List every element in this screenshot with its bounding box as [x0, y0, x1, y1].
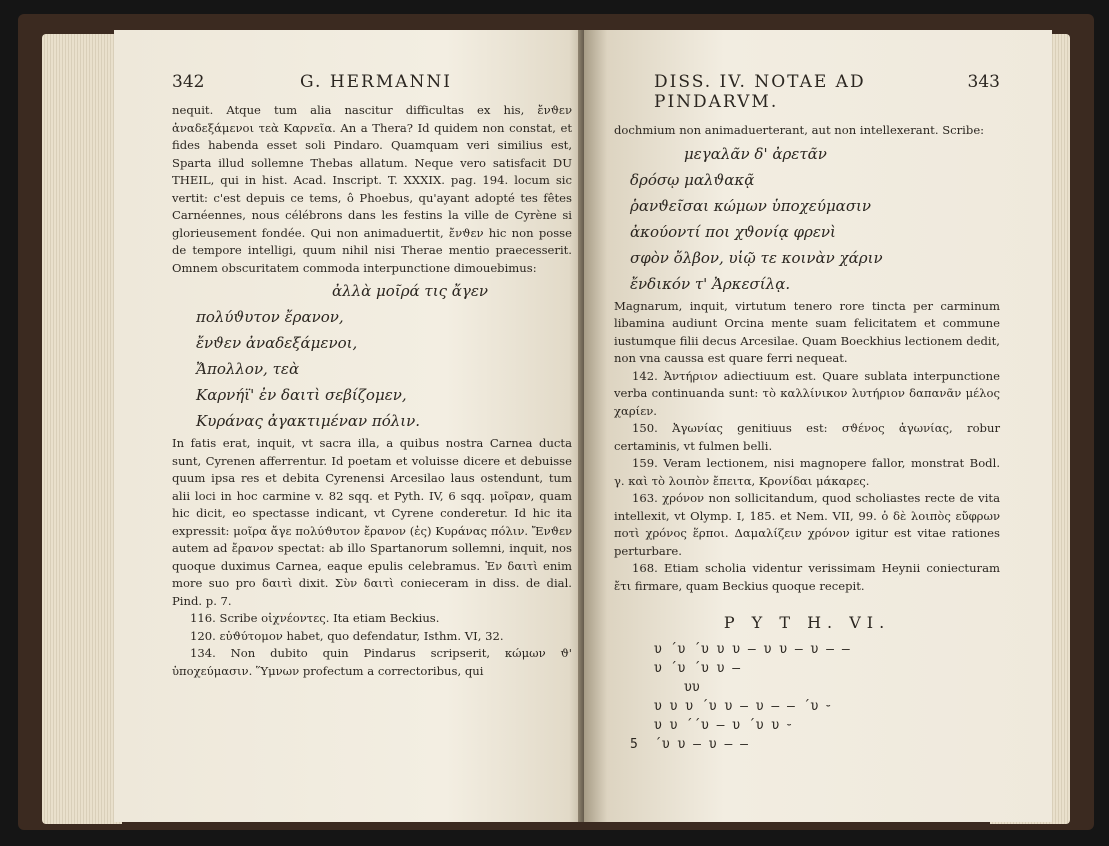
note: 168. Etiam scholia videntur verissimam Heynii coniecturam ἔτι firmare, quam Beckius quoque recepit.	[614, 561, 1000, 593]
right-page	[584, 30, 1052, 822]
section-heading: P Y T H. VI.	[723, 613, 891, 632]
left-running-head	[172, 72, 572, 92]
right-running-head	[614, 72, 1000, 112]
note: 120. εὐϑύτομον habet, quo defendatur, Isthm. VI, 32.	[190, 628, 504, 643]
right-running-title: DISS. IV. NOTAE AD PINDARVM.	[654, 72, 866, 112]
right-verse-block-1	[614, 142, 1000, 166]
right-verse-block-2	[614, 168, 1000, 296]
verse-line: μεγαλᾶν δ' ἀρετᾶν	[684, 144, 827, 163]
metre-scheme	[614, 640, 1000, 754]
left-paragraph: nequit. Atque tum alia nascitur difficultas ex his, ἔνϑεν ἀναδεξάμενοι τεὰ Καρνεῖα. An a Thera? Id quidem non constat, et fides habenda esset soli Pindaro. Quamquam veri similius est, Sparta illud sollemne Thebas allatum. Neque vero satisfacit DU THEIL, qui in hist. Acad. Inscript. T. XXXIX. pag. 194. locum sic vertit: c'est depuis ce tems, ô Phoebus, qu'ayant adopté tes fêtes Carnéennes, nous célébrons dans les festins la ville de Cyrène si glorieusement fondée. Qui non animaduertit, ἔνϑεν hic non posse de tempore intelligi, quum nihil nisi Therae mentio praecesserit. Omnem obscuritatem commoda interpunctione dimouebimus:	[172, 103, 572, 275]
verse-line: Κυράνας ἀγακτιμέναν πόλιν.	[196, 412, 421, 430]
metre-line: υ ́ υ ́ υ υ υ – υ υ – υ – –	[654, 642, 850, 657]
verse-line: ἔνϑεν ἀναδεξάμενοι,	[196, 334, 358, 352]
left-page	[114, 30, 588, 822]
left-page-number: 342	[172, 72, 205, 92]
note: 150. Ἀγωνίας genitiuus est: σϑένος ἀγωνίας, robur certaminis, vt fulmen belli.	[614, 421, 1000, 453]
metre-line: υυ	[684, 680, 700, 695]
left-running-title: G. HERMANNI	[300, 72, 452, 92]
note: 163. χρόνον non sollicitandum, quod scholiastes recte de vita intellexit, vt Olymp. I, 185. et Nem. VII, 99. ὁ δὲ λοιπὸς εὔφρων ποτὶ χρόνος ἕρποι. Δαμαλίζειν χρόνον igitur est vitae rationes perturbare.	[614, 491, 1000, 558]
right-intro: dochmium non animaduerterant, aut non intellexerant. Scribe:	[614, 123, 985, 137]
note: 142. Ἀντήριον adiectiuum est. Quare sublata interpunctione verba continuanda sunt: τὸ καλλίνικον λυτήριον δαπανᾶν μέλος χαρίεν.	[614, 368, 1000, 418]
metre-line-number: 5	[630, 737, 638, 752]
verse-line: σφὸν ὄλβον, υἱῷ τε κοινὰν χάριν	[630, 248, 883, 267]
verse-line: ἀλλὰ μοῖρά τις ἄγεν	[332, 282, 489, 300]
note: 134. Non dubito quin Pindarus scripserit, κώμων ϑ' ὑποχεύμασιν. Ὕμνων profectum a correctoribus, qui	[172, 646, 572, 678]
left-verse-block-2	[172, 305, 572, 433]
metre-line: υ ́ υ ́ υ υ –	[654, 661, 741, 676]
verse-line: Ἄπολλον, τεὰ	[196, 360, 300, 378]
metre-line-numbered	[630, 735, 1000, 754]
verse-line: ἔνδικόν τ' Ἀρκεσίλᾳ.	[630, 274, 791, 293]
left-commentary: In fatis erat, inquit, vt sacra illa, a quibus nostra Carnea ducta sunt, Cyrenen afferrentur. Id poetam et voluisse dicere et debuisse quum ipsa res et debita Cyrenensi Arcesilao laus ostendunt, tum alii loci in hoc carmine v. 82 sqq. et Pyth. IV, 6 sqq. μοῖραν, quam hic dicit, eo spectasse indicant, vt Cyrene conderetur. Id hic ita expressit: μοῖρα ἄγε πολύϑυτον ἔρανον (ἐς) Κυράνας πόλιν. Ἔνϑεν autem ad ἔρανον spectat: ab illo Spartanorum sollemni, inquit, nos quoque duximus Carnea, eaque epulis celebramus. Ἐν δαιτὶ enim more suo pro δαιτὶ dixit. Σὺν δαιτὶ conieceram in diss. de dial. Pind. p. 7.	[172, 436, 572, 608]
metre-line: υ υ υ ́ υ υ – υ – – ́ υ ⏑	[654, 699, 831, 714]
note: 116. Scribe οἰχνέοντες. Ita etiam Beckius.	[190, 611, 440, 625]
page-edges-left	[42, 34, 122, 824]
metre-line: ́ υ υ – υ – –	[654, 737, 748, 752]
note: 159. Veram lectionem, nisi magnopere fallor, monstrat Bodl. γ. καὶ τὸ λοιπὸν ἔπειτα, Κρονίδαι μάκαρες.	[614, 456, 1000, 488]
verse-line: ῥανϑεῖσαι κώμων ὑποχεύμασιν	[630, 196, 872, 215]
left-verse-block	[172, 279, 572, 303]
verse-line: Καρνήϊ' ἐν δαιτὶ σεβίζομεν,	[196, 386, 407, 404]
metre-line: υ υ ́ ́ υ – υ ́ υ υ ⏑	[654, 718, 792, 733]
verse-line: πολύϑυτον ἔρανον,	[196, 308, 344, 326]
verse-line: ἀκούοντί ποι χϑονίᾳ φρενὶ	[630, 222, 836, 241]
right-page-number: 343	[967, 72, 1000, 92]
book	[18, 14, 1094, 830]
right-commentary: Magnarum, inquit, virtutum tenero rore tincta per carminum libamina audiunt Orcina mente suam felicitatem et commune iustumque filii decus Arcesilae. Quam Boeckhius lectionem dedit, non vna caussa est quare ferri nequeat.	[614, 298, 1000, 365]
verse-line: δρόσῳ μαλϑακᾷ	[630, 170, 755, 189]
